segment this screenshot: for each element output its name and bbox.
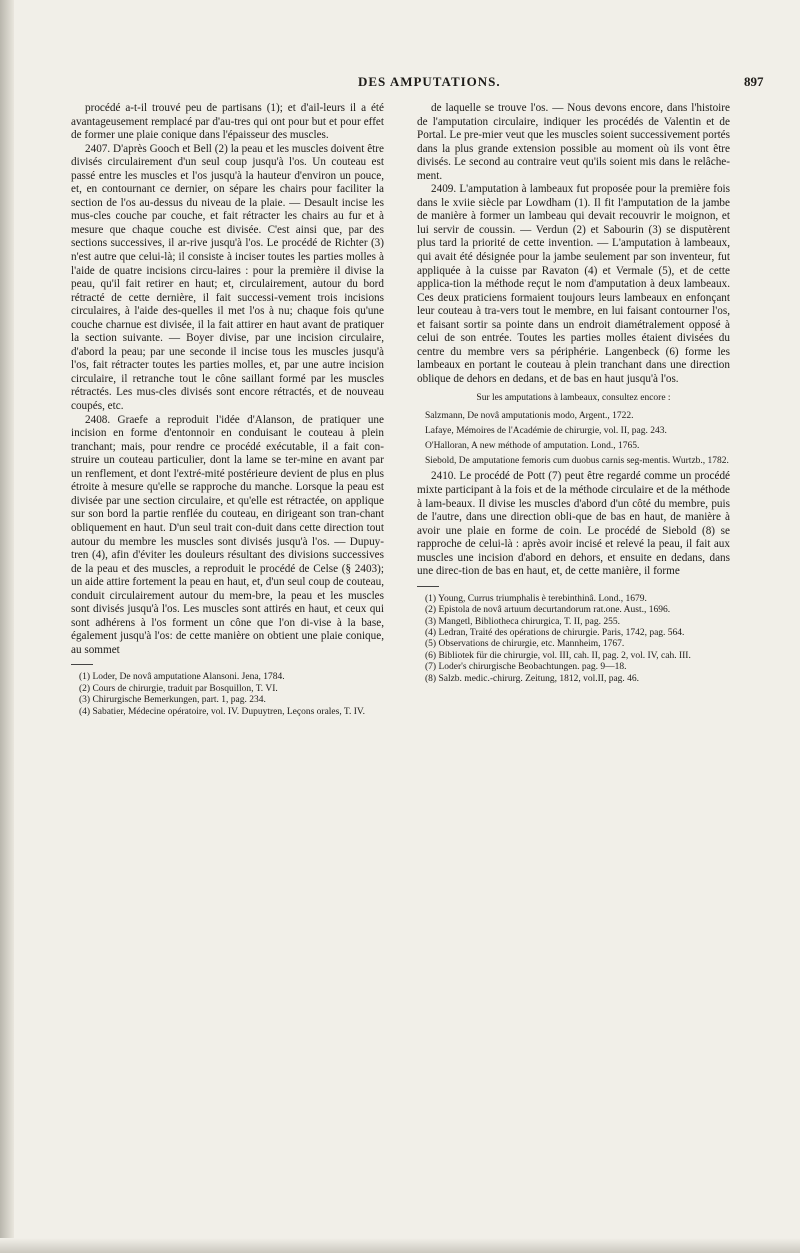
page-bottom-edge — [0, 1238, 800, 1253]
footnotes — [71, 672, 384, 718]
references-block — [417, 392, 730, 467]
paragraph: 2408. Graefe a reproduit l'idée d'Alanson, de pratiquer une incision en forme d'entonnoir en conduisant le couteau à plein tranchant; mais, pour rendre ce procédé exécutable, il a fait con-struire un couteau particulier, dont la lame se ter-mine en avant par un renflement, et dont l'extré-mité postérieure devient de plus en plus étroite à mesure qu'elle se rapproche du manche. Lorsque la peau est divisée par une section circulaire, et qu'elle est rétractée, on applique sur son bord la partie renflée du couteau, en dirigeant son tran-chant obliquement en haut. D'un seul trait con-duit dans cette direction tout autour du membre les muscles sont divisés jusqu'à l'os. — Dupuy-tren (4), afin d'éviter les douleurs résultant des divisions successives de la peau et des muscles, a reproduit le procédé de Celse (§ 2403); un aide attire fortement la peau en haut, et, d'un seul coup de couteau, conduit circulairement autour du mem-bre, la peau et les muscles sont divisés jusqu'à l'os. Les muscles sont attirés en haut, et ceux qui sont adhérens à l'os forment un cône que l'on di-vise à la base, également jusqu'à l'os: de cette manière on obtient une plaie conique, au sommet — [71, 413, 384, 656]
footnote: (2) Cours de chirurgie, traduit par Bosquillon, T. VI. — [79, 683, 278, 694]
footnote: (3) Chirurgische Bemerkungen, part. 1, pag. 234. — [79, 695, 266, 706]
running-title: DES AMPUTATIONS. — [358, 74, 501, 89]
footnote: (3) Mangetl, Bibliotheca chirurgica, T. II, pag. 255. — [425, 616, 620, 627]
footnote: (4) Sabatier, Médecine opératoire, vol. IV. Dupuytren, Leçons orales, T. IV. — [79, 706, 365, 717]
footnote-rule — [71, 664, 93, 665]
references-heading: Sur les amputations à lambeaux, consultez encore : — [476, 393, 671, 404]
paragraph: de laquelle se trouve l'os. — Nous devons encore, dans l'histoire de l'amputation circulaire, indiquer les procédés de Valentin et de Portal. Le pre-mier veut que les muscles soient successivement portés dans la plus grande extension possible au moment où ils vont être divisés. Le second au contraire veut qu'ils soient mis dans le relâche-ment. — [417, 102, 730, 182]
footnote: (5) Observations de chirurgie, etc. Mannheim, 1767. — [425, 639, 625, 650]
footnote: (6) Bibliotek für die chirurgie, vol. III, cah. II, pag. 2, vol. IV, cah. III. — [425, 650, 691, 661]
footnote-rule — [417, 586, 439, 587]
reference-item: Siebold, De amputatione femoris cum duobus carnis seg-mentis. Wurtzb., 1782. — [425, 456, 729, 467]
page-number: 897 — [744, 74, 764, 89]
footnote: (7) Loder's chirurgische Beobachtungen. pag. 9—18. — [425, 662, 627, 673]
page-binding-shadow — [0, 0, 14, 1253]
footnote: (1) Young, Currus triumphalis è terebinthinâ. Lond., 1679. — [425, 593, 647, 604]
footnote: (8) Salzb. medic.-chirurg. Zeitung, 1812, vol.II, pag. 46. — [425, 673, 640, 684]
reference-item: Lafaye, Mémoires de l'Académie de chirurgie, vol. II, pag. 243. — [425, 426, 667, 437]
reference-item: O'Halloran, A new méthode of amputation. Lond., 1765. — [425, 441, 640, 452]
paragraph: 2410. Le procédé de Pott (7) peut être regardé comme un procédé mixte participant à la fois et de la méthode circulaire et de la méthode à lam-beaux. Il divise les muscles d'abord d'un côté du membre, puis de l'autre, dans une direction obli-que de bas en haut, de manière à avoir une plaie en forme de coin. Le procédé de Siebold (8) se rapproche de celui-là : après avoir incisé et relevé la peau, il fait aux muscles une incision d'abord en dehors, et ensuite en dedans, dans une direc-tion de bas en haut, et, de cette manière, il forme — [417, 470, 730, 578]
paragraph: 2409. L'amputation à lambeaux fut proposée pour la première fois dans le xviie siècle par Lowdham (1). Il fit l'amputation de la jambe de manière à former un lambeau qui devait recouvrir le moignon, et lui servir de coussin. — Verdun (2) et Sabourin (3) se disputèrent plus tard la priorité de cette invention. — L'amputation à lambeaux, qui avait été désignée pour la jambe seulement par son inventeur, fut appliquée à la cuisse par Ravaton (4) et Vermale (5), et de cette applica-tion la méthode reçut le nom d'amputation à deux lambeaux. Ces deux praticiens formaient toujours leurs lambeaux en enfonçant leur couteau à tra-vers tout le membre, en lui faisant contourner l'os, et faisant sortir sa pointe dans un endroit diamétralement opposé à celui de son entrée. Toutes les parties molles étaient divisées du centre du membre vers sa périphérie. Langenbeck (6) forme les lambeaux en portant le couteau à plein tranchant dans une direction oblique de dehors en dedans, et de bas en haut jusqu'à l'os. — [417, 183, 730, 385]
footnote: (1) Loder, De novâ amputatione Alansoni. Jena, 1784. — [79, 672, 285, 683]
left-column — [71, 102, 384, 718]
footnotes — [417, 594, 730, 685]
right-column — [417, 102, 730, 685]
paragraph: procédé a-t-il trouvé peu de partisans (1); et d'ail-leurs il a été avantageusement remplacé par d'au-tres qui ont pour but et pour effet de former une plaie conique dans l'épaisseur des muscles. — [71, 102, 384, 142]
running-header — [0, 74, 800, 96]
footnote: (2) Epistola de novâ artuum decurtandorum rat.one. Aust., 1696. — [425, 605, 671, 616]
reference-item: Salzmann, De novâ amputationis modo, Argent., 1722. — [425, 411, 634, 422]
paragraph: 2407. D'après Gooch et Bell (2) la peau et les muscles doivent être divisés circulairement d'un seul coup jusqu'à l'os. Un couteau est passé entre les muscles et l'os jusqu'à la hauteur d'environ un pouce, et, en contournant ce dernier, on sépare les chairs pour faciliter la section de l'os au-dessus du niveau de la plaie. — Desault incise les mus-cles couche par couche, et fait rétracter les chairs au fur et à mesure que chaque couche est divisée. C'est ainsi que, par des sections successives, il ar-rive jusqu'à l'os. Le procédé de Richter (3) n'est autre que celui-là; il consiste à inciser toutes les parties molles à l'aide de quatre incisions circu-laires : pour la première il divise la peau, qu'il fait retirer en haut; et, circulairement, autour du bord rétracté de cette dernière, il fait successi-vement trois incisions circulaires, à l'aide des-quelles il met l'os à nu; chaque fois qu'une couche charnue est divisée, il la fait attirer en haut avant de pratiquer la section suivante. — Boyer divise, par une incision circulaire, d'abord la peau; par une seconde il incise tous les muscles jusqu'à l'os, fait rétracter toutes les parties molles, et, par une autre incision circulaire, il retranche tout le cône saillant formé par les muscles rétractés. Les mus-cles divisés sont encore rétractés, et de nouveau coupés, etc. — [71, 142, 384, 413]
footnote: (4) Ledran, Traité des opérations de chirurgie. Paris, 1742, pag. 564. — [425, 628, 685, 639]
